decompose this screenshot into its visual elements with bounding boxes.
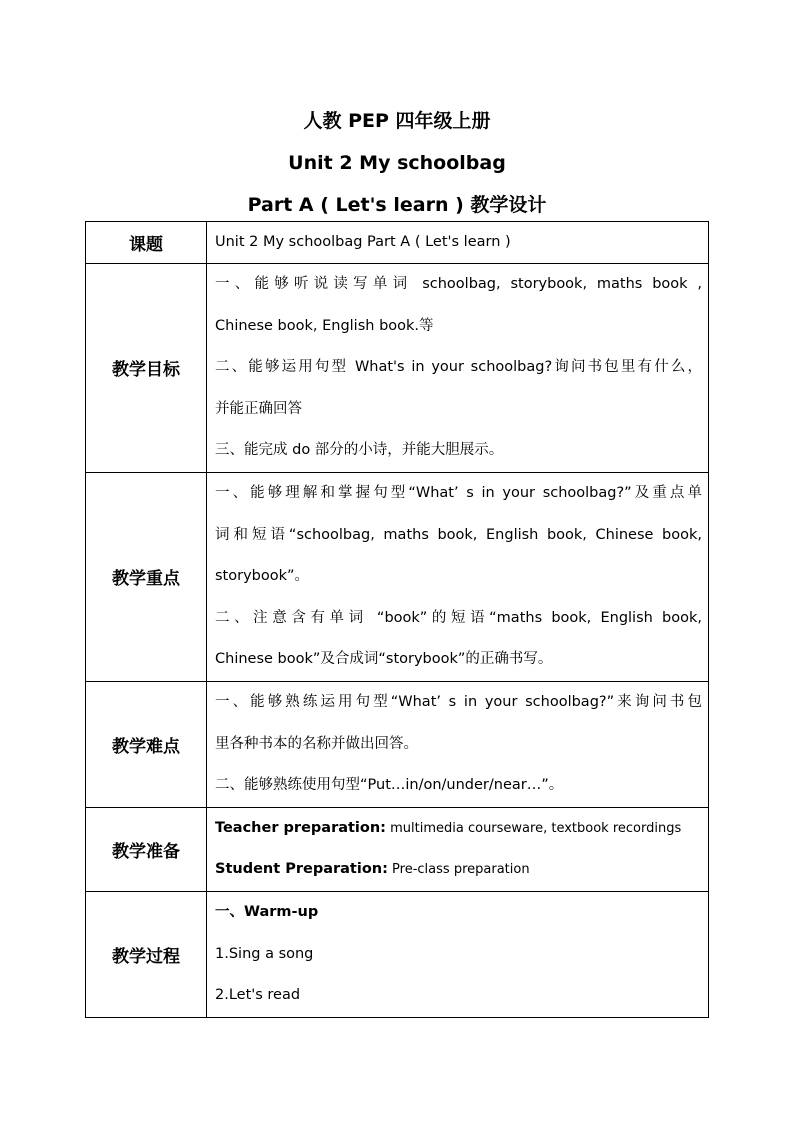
teacher-preparation-label: Teacher preparation: xyxy=(215,819,386,836)
difficulty-line: 一、能够熟练运用句型“What’ s in your schoolbag?”来询问书包 xyxy=(215,693,702,710)
objective-line: 并能正确回答 xyxy=(215,400,302,417)
warm-up-heading: 一、Warm-up xyxy=(215,903,319,920)
document-header xyxy=(0,100,794,226)
student-preparation xyxy=(215,849,702,891)
lesson-plan-table xyxy=(85,221,709,1018)
key-point-line: 一、能够理解和掌握句型“What’ s in your schoolbag?”及重点单 xyxy=(215,484,702,501)
topic-value: Unit 2 My schoolbag Part A ( Let's learn ) xyxy=(215,234,511,250)
topic-label: 课题 xyxy=(86,222,207,264)
process-label: 教学过程 xyxy=(86,891,207,1017)
teacher-preparation-value: multimedia courseware, textbook recordings xyxy=(385,820,682,836)
row-key-points xyxy=(86,472,709,681)
process-step: 2.Let's read xyxy=(215,987,301,1004)
objective-line: 二、能够运用句型 What's in your schoolbag?询问书包里有什么， xyxy=(215,359,702,376)
title-grade: 人教 PEP 四年级上册 xyxy=(303,110,491,132)
key-point-line: 词和短语“schoolbag, maths book, English book, Chinese book, xyxy=(215,526,702,543)
preparation-cell xyxy=(207,807,709,891)
row-topic xyxy=(86,222,709,264)
key-point-line: storybook”。 xyxy=(215,568,310,585)
title-part: Part A ( Let's learn ) 教学设计 xyxy=(247,194,547,216)
teacher-preparation xyxy=(215,808,702,850)
row-preparation xyxy=(86,807,709,891)
difficulties-cell xyxy=(207,681,709,807)
objective-line: Chinese book, English book.等 xyxy=(215,317,434,334)
difficulty-line: 里各种书本的名称并做出回答。 xyxy=(215,735,418,752)
row-process xyxy=(86,891,709,1017)
process-step: 1.Sing a song xyxy=(215,945,314,962)
student-preparation-label: Student Preparation: xyxy=(215,861,388,878)
objectives-label: 教学目标 xyxy=(86,264,207,473)
row-objectives xyxy=(86,264,709,473)
topic-value-cell xyxy=(207,222,709,264)
title-unit: Unit 2 My schoolbag xyxy=(288,152,506,174)
row-difficulties xyxy=(86,681,709,807)
objective-line: 三、能完成 do 部分的小诗，并能大胆展示。 xyxy=(215,442,504,459)
key-points-label: 教学重点 xyxy=(86,472,207,681)
difficulties-label: 教学难点 xyxy=(86,681,207,807)
student-preparation-value: Pre-class preparation xyxy=(387,862,530,878)
key-points-cell xyxy=(207,472,709,681)
objective-line: 一、能够听说读写单词 schoolbag, storybook, maths book , xyxy=(215,276,702,292)
difficulty-line: 二、能够熟练使用句型“Put…in/on/under/near…”。 xyxy=(215,777,564,794)
key-point-line: 二、注意含有单词 “book”的短语“maths book, English book, xyxy=(215,609,702,626)
objectives-cell xyxy=(207,264,709,473)
preparation-label: 教学准备 xyxy=(86,807,207,891)
process-cell xyxy=(207,891,709,1017)
key-point-line: Chinese book”及合成词“storybook”的正确书写。 xyxy=(215,651,553,668)
